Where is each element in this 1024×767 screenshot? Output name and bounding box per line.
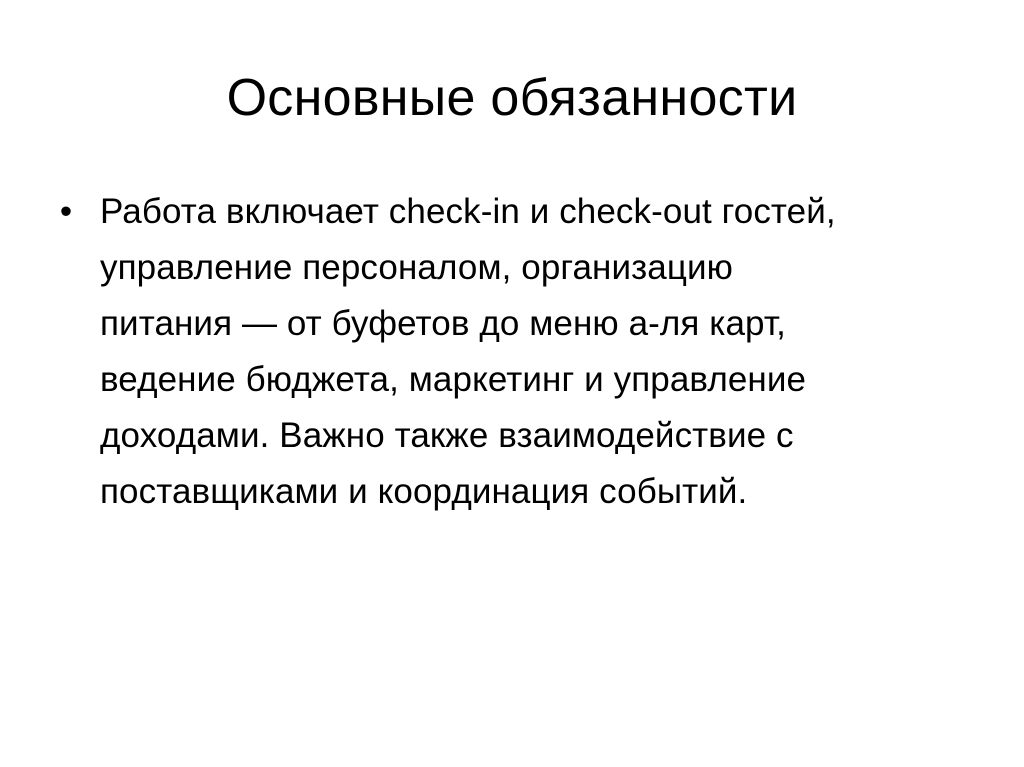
bullet-item [56, 184, 976, 520]
bullet-line-6: поставщиками и координация событий. [100, 472, 748, 511]
bullet-line-4: ведение бюджета, маркетинг и управление [100, 360, 807, 399]
slide-title: Основные обязанности [226, 69, 798, 127]
bullet-line-1: Работа включает check-in и check-out гостей, [100, 192, 836, 231]
bullet-icon: • [59, 192, 73, 231]
bullet-line-3: питания — от буфетов до меню а-ля карт, [100, 304, 786, 343]
bullet-line-5: доходами. Важно также взаимодействие с [100, 416, 794, 455]
bullet-line-2: управление персоналом, организацию [100, 248, 733, 287]
bullet-list [56, 184, 976, 520]
